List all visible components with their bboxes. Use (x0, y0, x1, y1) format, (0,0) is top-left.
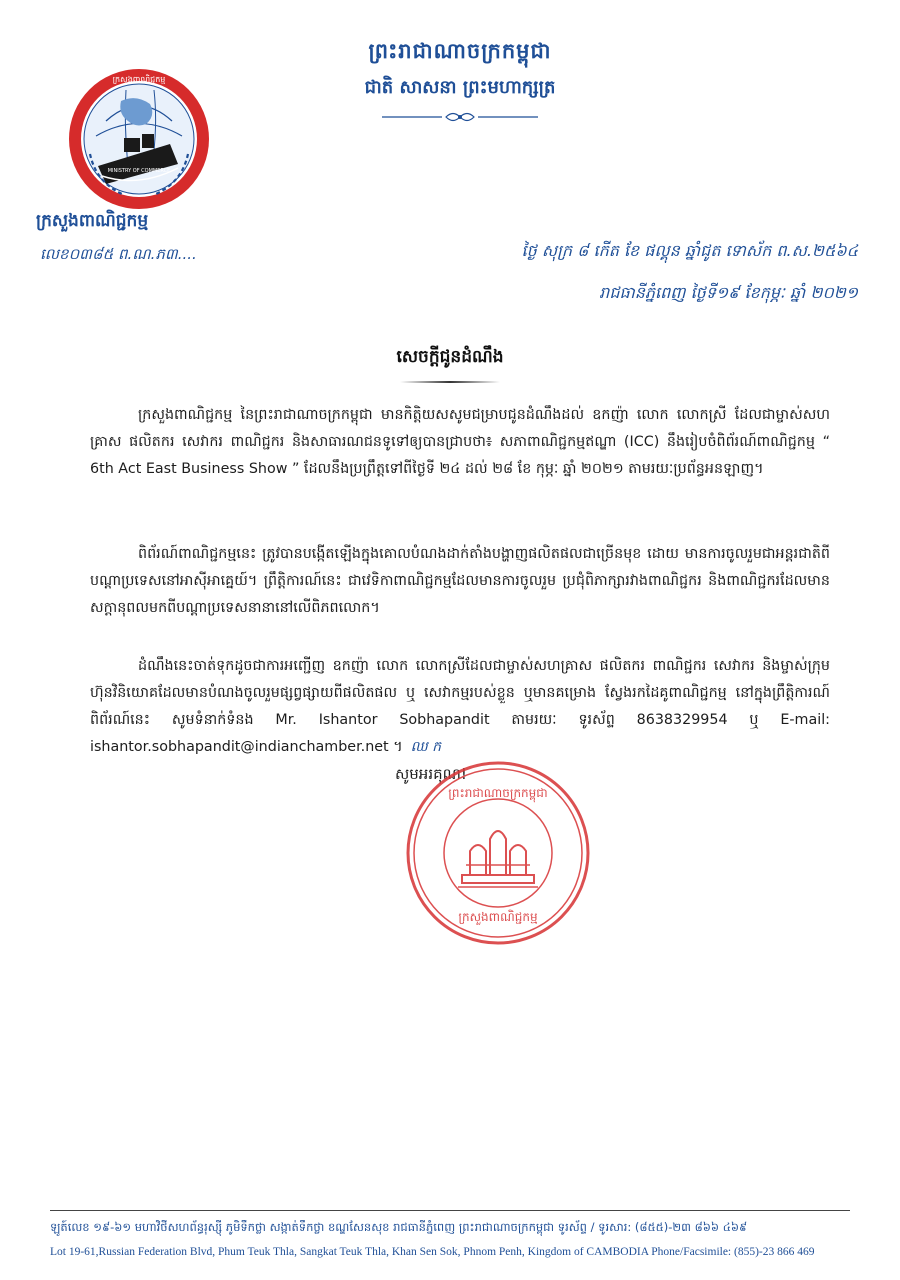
seal-top-text: ព្រះរាជាណាចក្រកម្ពុជា (448, 786, 548, 800)
solar-date: រាជធានីភ្នំពេញ ថ្ងៃទី១៩ ខែកុម្ភៈ ឆ្នាំ ២០២១ (599, 283, 858, 302)
notice-title: សេចក្តីជូនដំណឹង (396, 347, 504, 367)
kingdom-heading: ព្រះរាជាណាចក្រកម្ពុជា (368, 38, 552, 63)
title-underline (400, 381, 500, 383)
lunar-date: ថ្ងៃ សុក្រ ៨ កើត ខែ ផល្គុន ឆ្នាំជូត ទោស័ក ព.ស.២៥៦៤ (521, 241, 858, 260)
logo-ring-text-bottom: MINISTRY OF COMMERCE (107, 168, 171, 174)
reference-number: លេខ០៣៨៥ ព.ណ.ភ៣.... (40, 245, 197, 263)
national-motto: ជាតិ សាសនា ព្រះមហាក្សត្រ (364, 77, 556, 98)
paragraph-2: ពិព័រណ៍ពាណិជ្ជកម្មនេះ ត្រូវបានបង្កើតឡើងក្នុងគោលបំណងដាក់តាំងបង្ហាញផលិតផលជាច្រើនមុខ ដោយ មានការចូលរួមជាអន្តរជាតិពីបណ្តាប្រទេសនៅអាស៊ីអាគ្នេយ៍។ ព្រឹត្តិការណ៍នេះ ជាវេទិកាពាណិជ្ជកម្មដែលមានការចូលរួម ប្រជុំពិភាក្សារវាងពាណិជ្ជករ និងពាណិជ្ជករដែលមានសក្តានុពលមកពីបណ្តាប្រទេសនានានៅលើពិភពលោក។ (90, 546, 830, 616)
paragraph-1: ក្រសួងពាណិជ្ជកម្ម នៃព្រះរាជាណាចក្រកម្ពុជា មានកិត្តិយសសូមជម្រាបជូនដំណឹងដល់ ឧកញ៉ា លោក លោកស្រី ដែលជាម្ចាស់សហគ្រាស ផលិតករ សេវាករ ពាណិជ្ជករ និងសាធារណជនទូទៅឲ្យបានជ្រាបថា៖ សភាពាណិជ្ជកម្មឥណ្ឌា (ICC) នឹងរៀបចំពិព័រណ៍ពាណិជ្ជកម្ម “ 6th Act East Business Show ” ដែលនឹងប្រព្រឹត្តទៅពីថ្ងៃទី ២៤ ដល់ ២៨ ខែ កុម្ភៈ ឆ្នាំ ២០២១ តាមរយៈប្រព័ន្ធអនឡាញ។ (90, 407, 830, 477)
seal-bottom-text: ក្រសួងពាណិជ្ជកម្ម (458, 910, 538, 924)
footer-address-english: Lot 19-61,Russian Federation Blvd, Phum Teuk Thla, Sangkat Teuk Thla, Khan Sen Sok, Phnom Penh, Kingdom of CAMBODIA Phone/Facsimile: (855)-23 866 469 (50, 1246, 815, 1258)
closing-greeting: សូមអរគុណ! (395, 765, 467, 783)
ornament-divider-icon (380, 110, 540, 124)
handwritten-initials: ឈ ក (410, 739, 442, 755)
ministry-of-commerce-logo (66, 66, 212, 212)
ministry-name: ក្រសួងពាណិជ្ជកម្ម (36, 211, 149, 231)
logo-ring-text: ក្រសួងពាណិជ្ជកម្ម (112, 75, 166, 84)
paragraph-3 (90, 653, 830, 761)
footer-address-khmer: ឡូត៍លេខ ១៩-៦១ មហាវិថីសហព័ន្ធរុស្ស៊ី ភូមិទឹកថ្លា សង្កាត់ទឹកថ្លា ខណ្ឌសែនសុខ រាជធានីភ្នំពេញ ព្រះរាជាណាចក្រកម្ពុជា ទូរស័ព្ទ / ទូរសារ: (៨៥៥)-២៣ ៨៦៦ ៤៦៩ (50, 1220, 748, 1234)
paragraph-3-text: ដំណឹងនេះចាត់ទុកដូចជាការអញ្ជើញ ឧកញ៉ា លោក លោកស្រីដែលជាម្ចាស់សហគ្រាស ផលិតករ ពាណិជ្ជករ សេវាករ និងម្ចាស់ក្រុមហ៊ុនវិនិយោគដែលមានបំណងចូលរួមផ្សព្វផ្សាយពីផលិតផល ឬ សេវាកម្មរបស់ខ្លួន ឬមានគម្រោង ស្វែងរកដៃគូពាណិជ្ជកម្ម នៅក្នុងព្រឹត្តិការណ៍ពិព័រណ៍នេះ សូមទំនាក់ទំនង Mr. Ishantor Sobhapandit តាមរយៈ ទូរស័ព្ទ 8638329954 ឬ E-mail: ishantor.sobhapandit@indianchamber.net ។ (90, 658, 830, 755)
ministry-seal-stamp (400, 755, 596, 951)
footer-divider (50, 1210, 850, 1211)
